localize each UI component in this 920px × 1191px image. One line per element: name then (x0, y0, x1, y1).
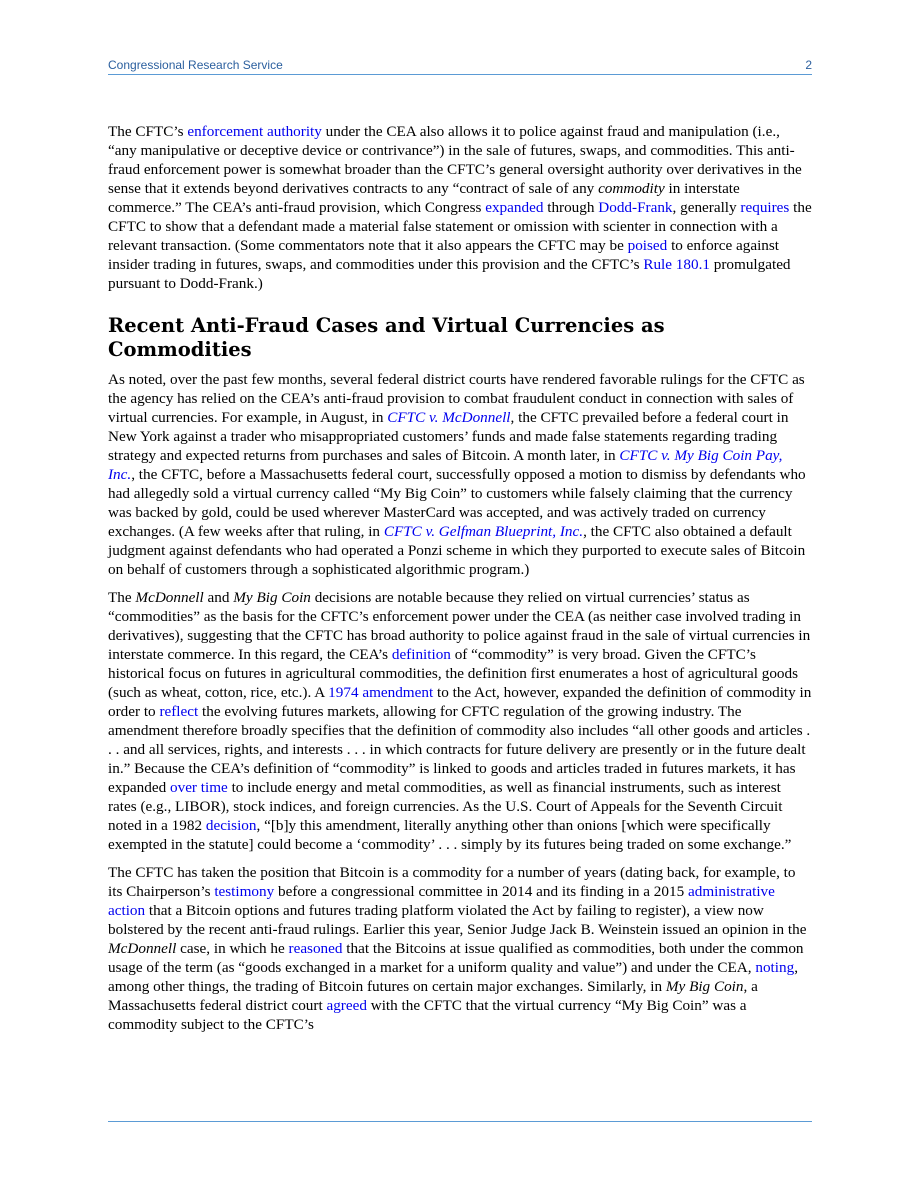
text: promulgated pursuant to Dodd-Frank.) (108, 256, 791, 292)
header-rule (108, 74, 812, 75)
link-reasoned[interactable]: reasoned (288, 940, 343, 957)
header-org: Congressional Research Service (108, 58, 283, 72)
link-definition[interactable]: definition (391, 646, 451, 663)
text: to enforce against insider trading in futures, swaps, and commodities under this provision and the CFTC’s (108, 237, 780, 273)
text: The CFTC has taken the position that Bitcoin is a commodity for a number of years (dating back, for example, to its Chairperson’s (108, 864, 796, 900)
text: , generally (672, 199, 741, 216)
emphasis-case: McDonnell (135, 589, 204, 606)
text: that a Bitcoin options and futures trading platform violated the Act by failing to register), a view now bolstered by the recent anti-fraud rulings. Earlier this year, Senior Judge Jack B. Weinstein issued an opinion in the (108, 902, 807, 938)
link-cftc-v-gelfman[interactable] (384, 523, 583, 540)
link-administrative-action[interactable]: administrative action (108, 883, 775, 919)
text: case, in which he (176, 940, 289, 957)
paragraph-bitcoin-commodity (108, 863, 812, 1034)
text: in interstate commerce.” The CEA’s anti-fraud provision, which Congress (108, 180, 740, 216)
text: decisions are notable because they relied on virtual currencies’ status as “commodities” as the basis for the CFTC’s enforcement power under the CEA (as neither case involved trading in derivatives), suggesting that the CFTC has broad authority to police against fraud in the sale of virtual currencies in interstate commerce. In this regard, the CEA’s (108, 589, 811, 663)
link-requires[interactable]: requires (740, 199, 790, 216)
text: The (108, 589, 136, 606)
link-cftc-v-mcdonnell[interactable] (387, 409, 510, 426)
link-enforcement-authority[interactable]: enforcement authority (187, 123, 322, 140)
text: , the CFTC prevailed before a federal court in New York against a trader who misappropriated customers’ funds and made false statements regarding trading strategy and expected returns from purchases and sales of Bitcoin. A month later, in (108, 409, 789, 464)
text: before a congressional committee in 2014 and its finding in a 2015 (274, 883, 688, 900)
text: to the Act, however, expanded the definition of commodity in order to (108, 684, 812, 720)
link-decision[interactable]: decision (205, 817, 257, 834)
text: with the CFTC that the virtual currency “My Big Coin” was a commodity subject to the CFTC’s (108, 997, 747, 1033)
link-rule-180-1[interactable]: Rule 180.1 (643, 256, 710, 273)
link-noting[interactable]: noting (755, 959, 795, 976)
paragraph-recent-cases (108, 370, 812, 579)
link-testimony[interactable]: testimony (214, 883, 275, 900)
link-dodd-frank[interactable]: Dodd-Frank (598, 199, 673, 216)
link-over-time[interactable]: over time (170, 779, 228, 796)
text: to include energy and metal commodities, as well as financial instruments, such as interest rates (e.g., LIBOR), stock indices, and foreign currencies. As the U.S. Court of Appeals for the Seventh Circuit noted in a 1982 (108, 779, 783, 834)
text: As noted, over the past few months, several federal district courts have rendered favorable rulings for the CFTC as the agency has relied on the CEA’s anti-fraud provision to combat fraudulent conduct in connection with sales of virtual currencies. For example, in August, in (108, 371, 805, 426)
emphasis-case: My Big Coin (665, 978, 744, 995)
text: the evolving futures markets, allowing for CFTC regulation of the growing industry. The amendment therefore broadly specifies that the definition of commodity also includes “all other goods and articles . . . and all services, rights, and interests . . . in which contracts for future delivery are presently or in the future dealt in.” Because the CEA’s definition of “commodity” is linked to goods and articles traded in futures markets, it has expanded (108, 703, 811, 796)
link-expanded[interactable]: expanded (485, 199, 544, 216)
case-name: CFTC v. McDonnell (387, 409, 511, 426)
emphasis-case: My Big Coin (233, 589, 311, 606)
page-header (108, 58, 812, 74)
text: , the CFTC also obtained a default judgment against defendants who had operated a Ponzi scheme in which they purported to execute sales of Bitcoin on behalf of customers through a sophisticated algorithmic program.) (108, 523, 806, 578)
text: and (203, 589, 234, 606)
paragraph-commodity-definition (108, 588, 812, 854)
link-reflect[interactable]: reflect (159, 703, 199, 720)
emphasis-case: McDonnell (108, 940, 177, 957)
text: , “[b]y this amendment, literally anything other than onions [which were specifically exempted in the statute] could become a ‘commodity’ . . . simply by its futures being traded on some exchange.” (108, 817, 792, 853)
page-number: 2 (805, 58, 812, 72)
case-name: CFTC v. My Big Coin Pay, Inc. (108, 447, 783, 483)
text: The CFTC’s (108, 123, 188, 140)
text: of “commodity” is very broad. Given the CFTC’s historical focus on futures in agricultural commodities, the definition first enumerates a host of agricultural goods (such as wheat, cotton, rice, etc.). A (108, 646, 799, 701)
section-heading: Recent Anti-Fraud Cases and Virtual Currencies as Commodities (108, 314, 665, 361)
paragraph-enforcement-authority (108, 122, 812, 293)
emphasis-commodity: commodity (598, 180, 665, 197)
text: , among other things, the trading of Bitcoin futures on certain major exchanges. Similarly, in (108, 959, 798, 995)
text: that the Bitcoins at issue qualified as commodities, both under the common usage of the term (as “goods exchanged in a market for a uniform quality and value”) and under the CEA, (108, 940, 804, 976)
text: through (543, 199, 599, 216)
text: , a Massachusetts federal district court (108, 978, 758, 1014)
case-name: CFTC v. Gelfman Blueprint, Inc. (383, 523, 584, 540)
link-1974-amendment[interactable]: 1974 amendment (328, 684, 434, 701)
link-agreed[interactable]: agreed (326, 997, 367, 1014)
link-poised[interactable]: poised (627, 237, 668, 254)
text: , the CFTC, before a Massachusetts federal court, successfully opposed a motion to dismiss by defendants who had allegedly sold a virtual currency called “My Big Coin” to customers while falsely claiming that the currency was backed by gold, could be used wherever MasterCard was accepted, and was actively traded on currency exchanges. (A few weeks after that ruling, in (108, 466, 806, 540)
footer-rule (108, 1121, 812, 1122)
text: the CFTC to show that a defendant made a material false statement or omission with scienter in connection with a relevant transaction. (Some commentators note that it also appears the CFTC may be (108, 199, 812, 254)
document-body (108, 122, 812, 1043)
text: under the CEA also allows it to police against fraud and manipulation (i.e., “any manipulative or deceptive device or contrivance”) in the sale of futures, swaps, and commodities. This anti-fraud enforcement power is somewhat broader than the CFTC’s general oversight authority over derivatives in the sense that it extends beyond derivatives contracts to any “contract of sale of any (108, 123, 802, 197)
